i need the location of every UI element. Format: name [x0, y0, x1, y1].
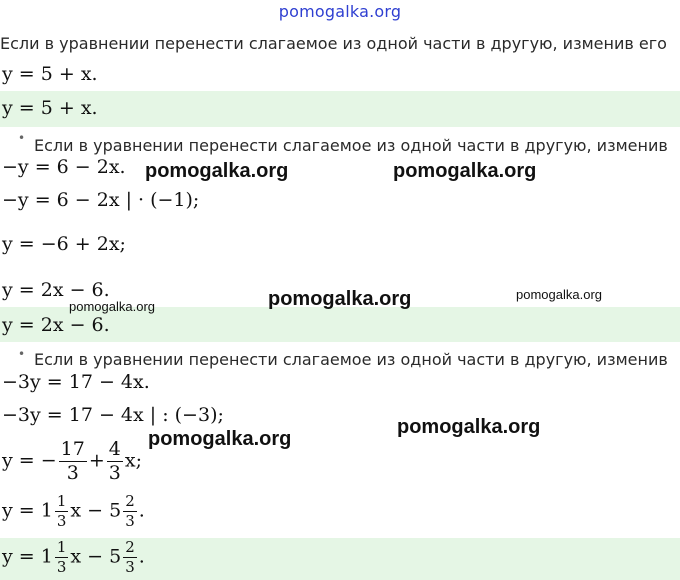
- answer-equation: y = 2x − 6.: [2, 314, 110, 336]
- equation-line: −y = 6 − 2x | · (−1);: [2, 189, 200, 211]
- watermark: pomogalka.org: [268, 288, 412, 310]
- bullet: •: [18, 131, 26, 145]
- site-title[interactable]: pomogalka.org: [278, 2, 402, 21]
- rule-text: Если в уравнении перенести слагаемое из одной части в другую, изменив его: [0, 34, 667, 53]
- equation-line: y = −6 + 2x;: [2, 233, 126, 255]
- watermark: pomogalka.org: [145, 160, 289, 182]
- equation-line: −3y = 17 − 4x | : (−3);: [2, 404, 224, 426]
- equation-line: −y = 6 − 2x.: [2, 156, 126, 178]
- watermark: pomogalka.org: [393, 160, 537, 182]
- equation-line: y = 2x − 6.: [2, 279, 110, 301]
- answer-equation: y = 1 $\frac{1}{3}$ x − 5 $\frac{2}{3}$ .: [2, 538, 145, 576]
- answer-highlight: [0, 91, 680, 127]
- watermark: pomogalka.org: [148, 428, 292, 450]
- bullet: •: [18, 347, 26, 361]
- equation-line: −3y = 17 − 4x.: [2, 371, 150, 393]
- rule-text: Если в уравнении перенести слагаемое из одной части в другую, изменив: [34, 136, 668, 155]
- answer-equation: y = 5 + x.: [2, 97, 98, 119]
- watermark: pomogalka.org: [516, 287, 602, 302]
- watermark: pomogalka.org: [69, 299, 155, 314]
- equation-fraction-line: y = 1 $\frac{1}{3}$ x − 5 $\frac{2}{3}$ .: [2, 492, 145, 530]
- equation-line: y = 5 + x.: [2, 63, 98, 85]
- rule-text: Если в уравнении перенести слагаемое из одной части в другую, изменив: [34, 350, 668, 369]
- equation-fraction-line: y = − $\frac{17}{3}$ + $\frac{4}{3}$ x;: [2, 438, 142, 484]
- watermark: pomogalka.org: [397, 416, 541, 438]
